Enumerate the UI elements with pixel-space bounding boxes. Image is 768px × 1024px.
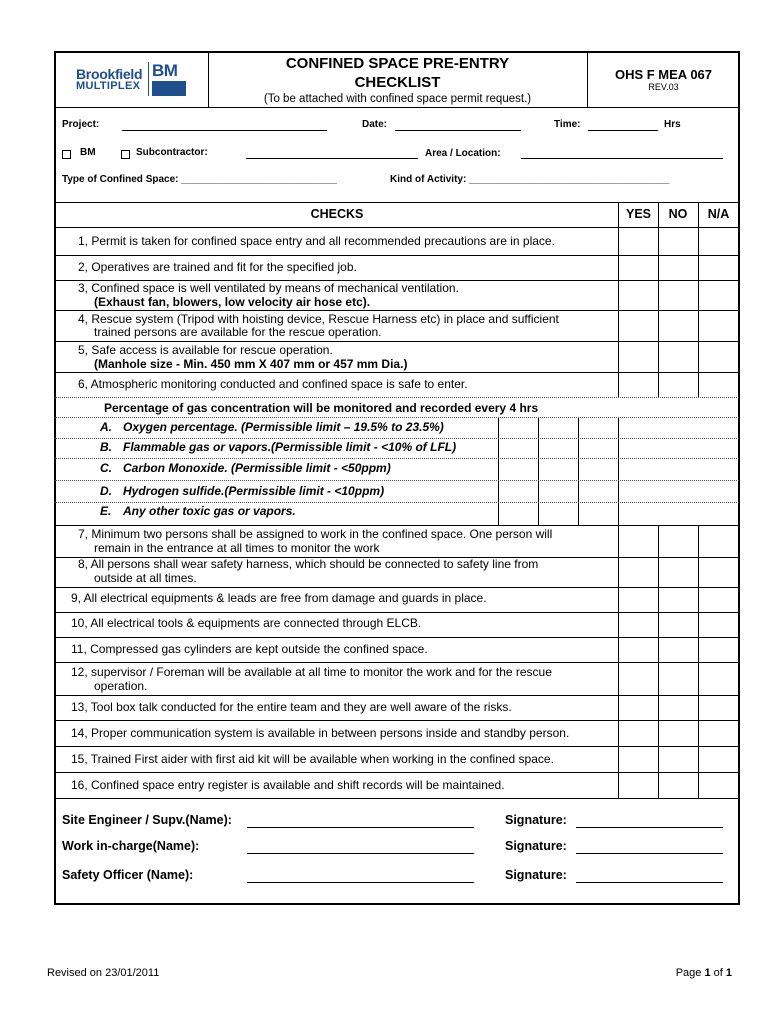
gas-col-line-3: [578, 417, 579, 525]
na-header: N/A: [707, 207, 730, 221]
logo-separator: [148, 62, 149, 96]
subcontractor-label: Subcontractor:: [136, 147, 208, 158]
gas-letter-c: C.: [100, 461, 112, 475]
check-item-11: 11, Compressed gas cylinders are kept outside the confined space.: [71, 642, 428, 656]
row-rule-dotted: [55, 480, 739, 481]
area-location-field[interactable]: [521, 158, 723, 159]
gas-letter-d: D.: [100, 484, 112, 498]
check-item-12-cont: operation.: [94, 679, 148, 693]
signature-label: Signature:: [505, 813, 567, 827]
gas-letter-e: E.: [100, 504, 112, 518]
safety-officer-signature-field[interactable]: [576, 882, 723, 883]
check-item-4: 4, Rescue system (Tripod with hoisting device, Rescue Harness etc) in place and sufficient: [78, 312, 559, 326]
time-label: Time:: [554, 119, 581, 130]
row-rule: [55, 637, 739, 638]
no-header: NO: [668, 207, 688, 221]
signature-label: Signature:: [505, 839, 567, 853]
check-item-9: 9, All electrical equipments & leads are free from damage and guards in place.: [71, 591, 487, 605]
check-item-10: 10, All electrical tools & equipments are connected through ELCB.: [71, 616, 422, 630]
site-engineer-name-field[interactable]: [247, 827, 474, 828]
work-incharge-name-field[interactable]: [247, 853, 474, 854]
subcontractor-field[interactable]: [246, 158, 418, 159]
check-item-4-cont: trained persons are available for the rescue operation.: [94, 325, 382, 339]
gas-col-line-4: [618, 417, 619, 525]
page-prefix: Page: [675, 967, 705, 979]
table-header-rule: [55, 227, 739, 228]
table-top-rule: [55, 202, 739, 203]
check-item-8-cont: outside at all times.: [94, 571, 197, 585]
check-item-16: 16, Confined space entry register is available and shift records will be maintained.: [71, 778, 505, 792]
row-rule-dotted: [55, 438, 739, 439]
form-subtitle: (To be attached with confined space permit request.): [263, 93, 532, 105]
bm-logo-mark: [152, 62, 186, 96]
revision-date: Revised on 23/01/2011: [47, 967, 160, 979]
col-line-na: [698, 202, 699, 398]
row-rule-dotted: [55, 502, 739, 503]
check-item-1: 1, Permit is taken for confined space entry and all recommended precautions are in place.: [78, 234, 555, 248]
gas-monitoring-header: Percentage of gas concentration will be monitored and recorded every 4 hrs: [104, 401, 539, 415]
row-rule: [55, 772, 739, 773]
col-line-yes: [618, 202, 619, 398]
confined-space-type-field[interactable]: Type of Confined Space: ____________________________: [62, 174, 337, 185]
page-current: 1: [704, 967, 711, 979]
col-line-no: [658, 202, 659, 398]
brand-name-line2: MULTIPLEX: [76, 80, 141, 92]
checks-header: CHECKS: [310, 207, 364, 221]
row-rule: [55, 525, 739, 526]
gas-oxygen: Oxygen percentage. (Permissible limit – 19.5% to 23.5%): [123, 420, 444, 434]
check-item-15: 15, Trained First aider with first aid kit will be available when working in the confined space.: [71, 752, 554, 766]
header-bottom-rule: [55, 107, 739, 108]
row-rule: [55, 746, 739, 747]
work-incharge-signature-field[interactable]: [576, 853, 723, 854]
safety-officer-label: Safety Officer (Name):: [62, 868, 194, 882]
time-field[interactable]: [588, 130, 658, 131]
bm-logo-block: [152, 81, 186, 96]
form-code: OHS F MEA 067: [614, 67, 713, 82]
gas-flammable: Flammable gas or vapors.(Permissible limit - <10% of LFL): [123, 440, 457, 454]
check-item-7-cont: remain in the entrance at all times to monitor the work: [94, 541, 380, 555]
page-of: of: [710, 967, 726, 979]
check-item-12: 12, supervisor / Foreman will be available at all time to monitor the work and for the rescue: [71, 665, 552, 679]
check-item-14: 14, Proper communication system is available in between persons inside and standby person.: [71, 726, 570, 740]
signature-label: Signature:: [505, 868, 567, 882]
row-rule: [55, 612, 739, 613]
check-item-5-note: (Manhole size - Min. 450 mm X 407 mm or 457 mm Dia.): [94, 357, 408, 371]
row-rule: [55, 587, 739, 588]
kind-of-activity-field[interactable]: Kind of Activity: ____________________________________: [390, 174, 670, 185]
hrs-label: Hrs: [664, 119, 681, 130]
gas-letter-b: B.: [100, 440, 112, 454]
bm-logo-text: BM: [152, 61, 178, 80]
row-rule: [55, 341, 739, 342]
safety-officer-name-field[interactable]: [247, 882, 474, 883]
row-rule: [55, 720, 739, 721]
row-rule-dotted: [55, 397, 739, 398]
work-incharge-label: Work in-charge(Name):: [62, 839, 200, 853]
brand-name-line1: Brookfield: [76, 66, 143, 82]
check-item-3: 3, Confined space is well ventilated by means of mechanical ventilation.: [78, 281, 459, 295]
date-label: Date:: [362, 119, 388, 130]
page-number: [676, 967, 732, 979]
subcontractor-checkbox[interactable]: [121, 150, 130, 159]
row-rule: [55, 310, 739, 311]
site-engineer-signature-field[interactable]: [576, 827, 723, 828]
date-field[interactable]: [395, 130, 521, 131]
gas-col-line-1: [498, 417, 499, 525]
page-total: 1: [725, 967, 732, 979]
row-rule: [55, 372, 739, 373]
area-location-label: Area / Location:: [425, 148, 501, 159]
gas-letter-a: A.: [100, 420, 112, 434]
project-label: Project:: [62, 119, 100, 130]
bm-checkbox[interactable]: [62, 150, 71, 159]
gas-hydrogen-sulfide: Hydrogen sulfide.(Permissible limit - <10ppm): [123, 484, 385, 498]
bm-label: BM: [80, 147, 96, 158]
row-rule: [55, 255, 739, 256]
gas-other-toxic: Any other toxic gas or vapors.: [123, 504, 296, 518]
check-item-13: 13, Tool box talk conducted for the entire team and they are well aware of the risks.: [71, 700, 512, 714]
project-field[interactable]: [122, 130, 327, 131]
table-bottom-rule: [55, 798, 739, 799]
gas-col-line-2: [538, 417, 539, 525]
row-rule-dotted: [55, 458, 739, 459]
yes-header: YES: [625, 207, 651, 221]
check-item-5: 5, Safe access is available for rescue operation.: [78, 343, 333, 357]
row-rule: [55, 695, 739, 696]
row-rule: [55, 662, 739, 663]
check-item-8: 8, All persons shall wear safety harness, which should be connected to safety line from: [78, 557, 539, 571]
row-rule-dotted: [55, 417, 739, 418]
gas-carbon-monoxide: Carbon Monoxide. (Permissible limit - <50ppm): [123, 461, 391, 475]
form-revision: REV.03: [648, 82, 679, 92]
check-item-6: 6, Atmospheric monitoring conducted and confined space is safe to enter.: [78, 377, 468, 391]
form-title-line1: CONFINED SPACE PRE-ENTRY: [285, 55, 510, 72]
site-engineer-label: Site Engineer / Supv.(Name):: [62, 813, 232, 827]
check-item-2: 2, Operatives are trained and fit for the specified job.: [78, 260, 357, 274]
check-item-7: 7, Minimum two persons shall be assigned to work in the confined space. One person will: [78, 527, 553, 541]
check-item-3-note: (Exhaust fan, blowers, low velocity air hose etc).: [94, 295, 371, 309]
form-title-line2: CHECKLIST: [354, 74, 441, 91]
